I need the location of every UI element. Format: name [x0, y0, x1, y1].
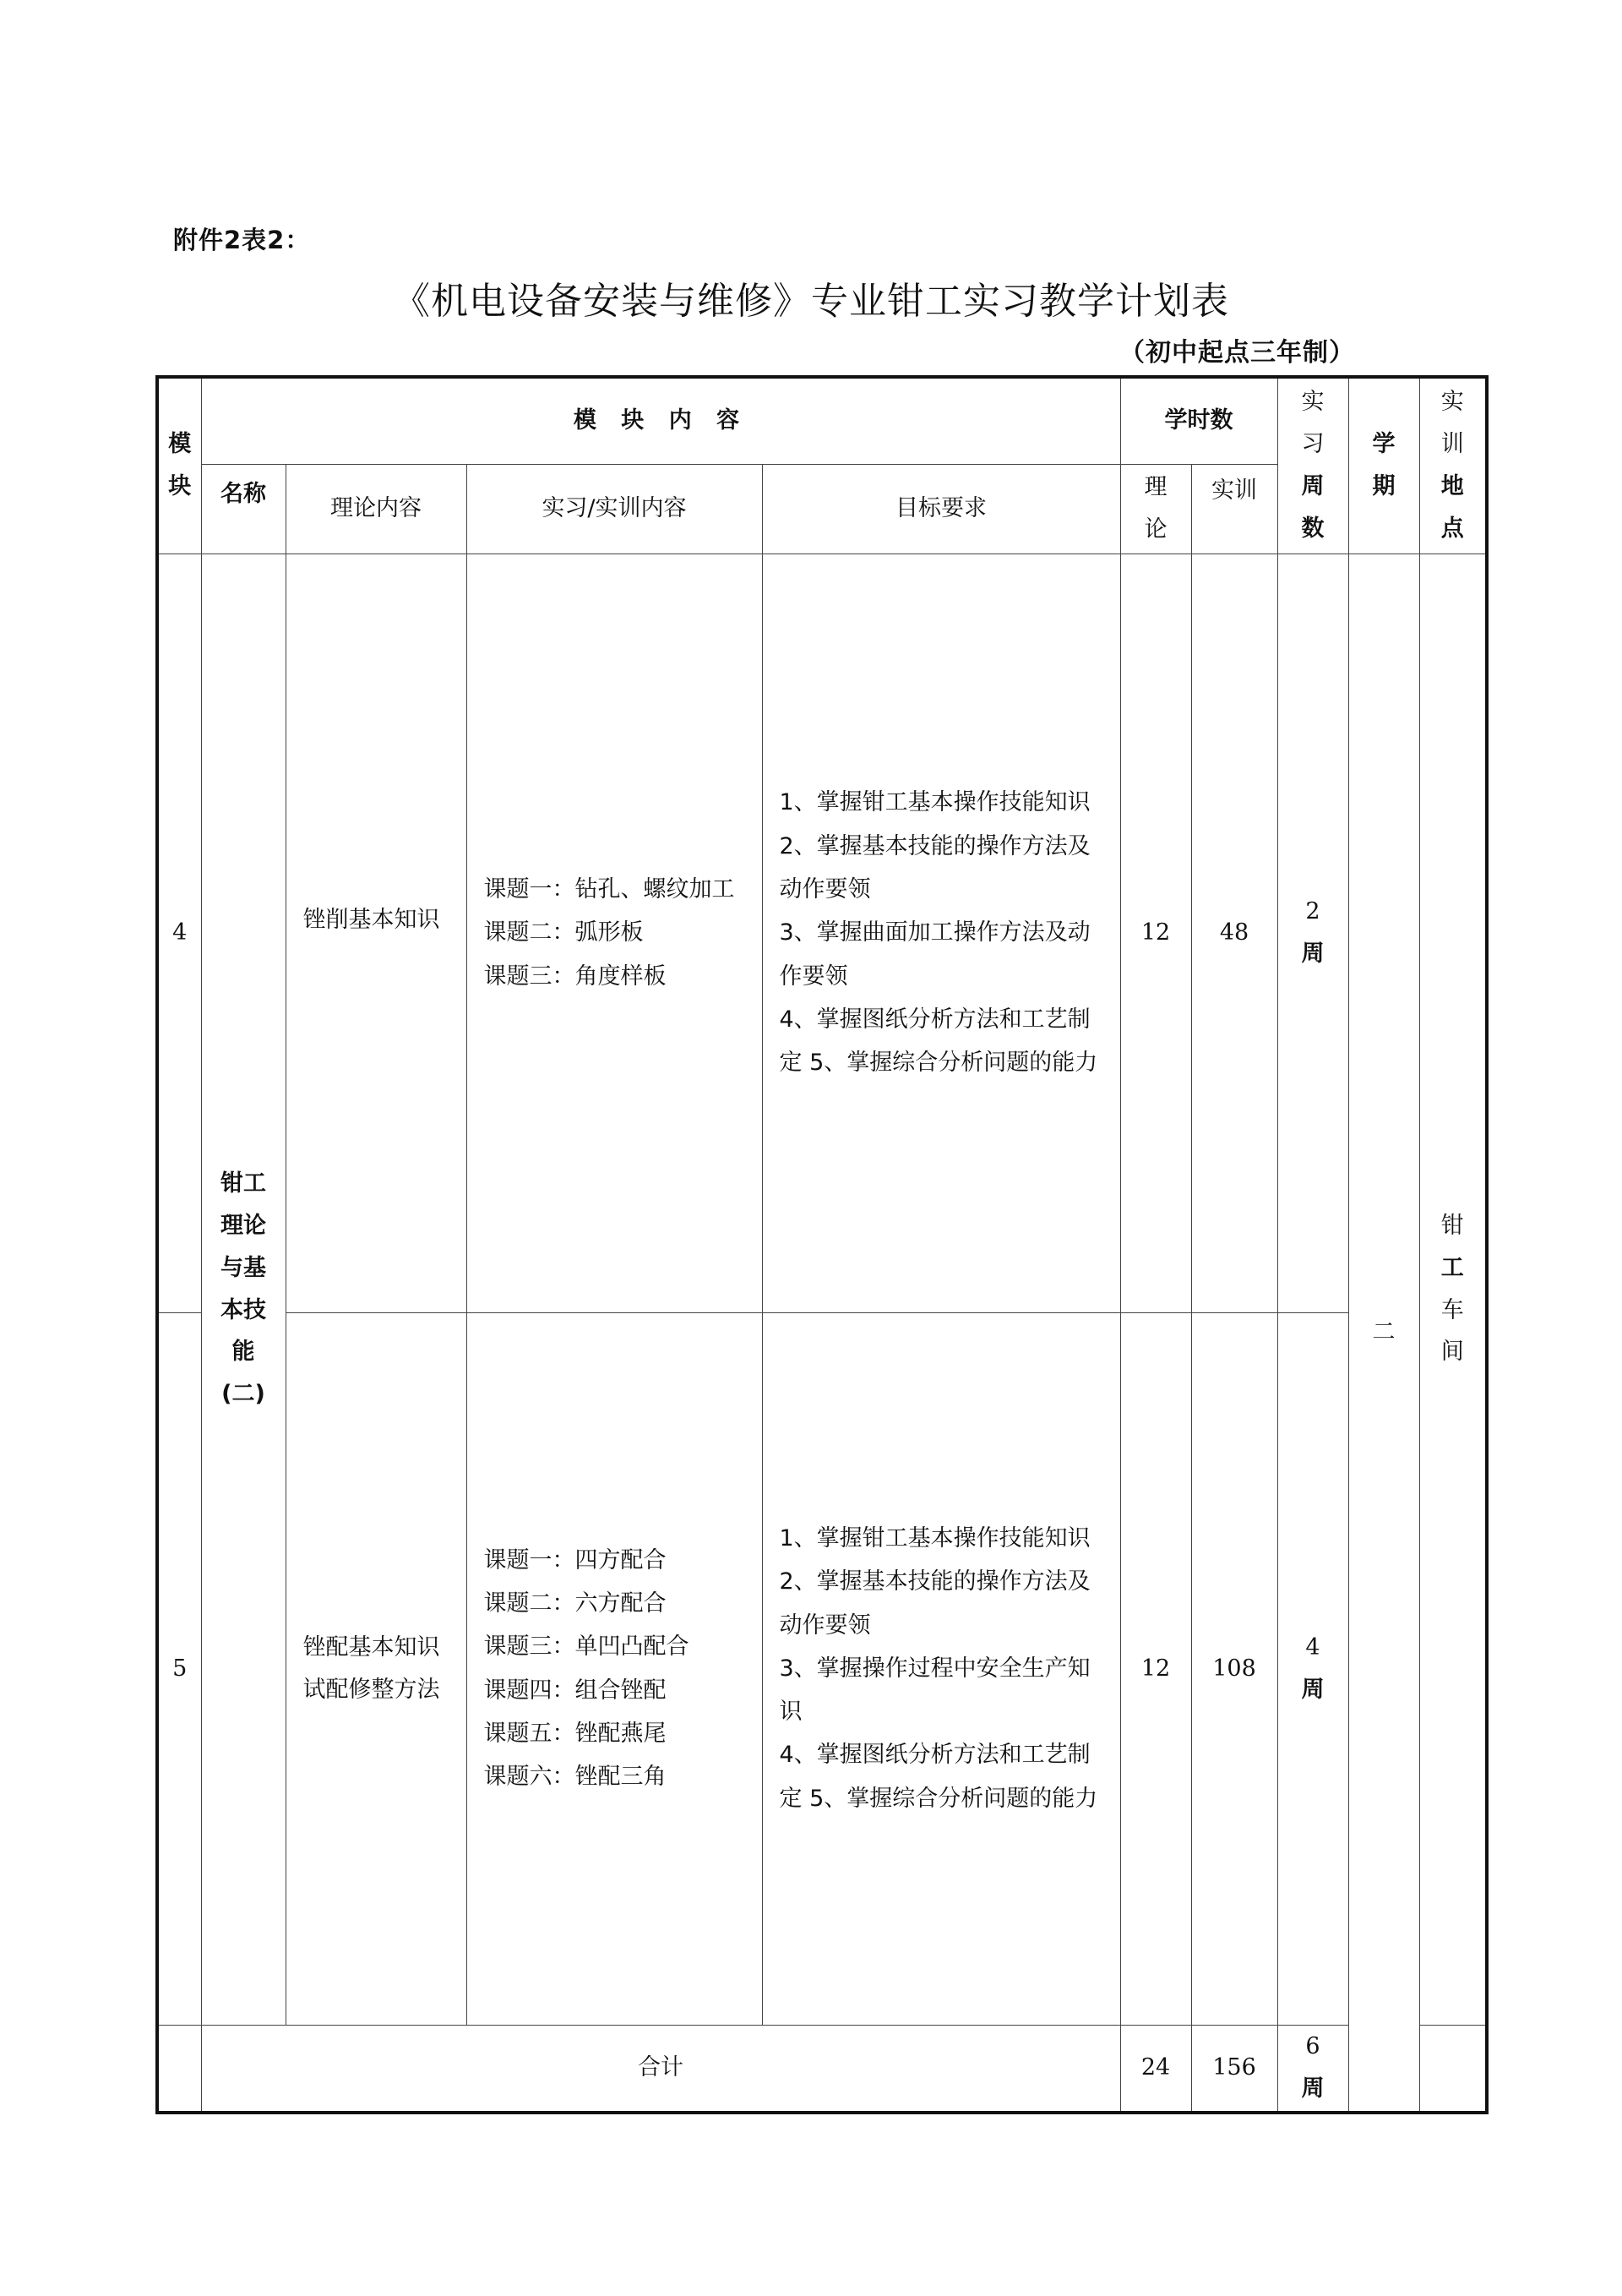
location-value: 钳 工 车 间 [1419, 554, 1487, 2025]
header-semester: 学 期 [1348, 377, 1419, 554]
total-location-empty [1419, 2025, 1487, 2113]
header-theory-content: 理论内容 [286, 464, 466, 554]
total-training-hours: 156 [1191, 2025, 1277, 2113]
table-row [157, 554, 1487, 1312]
header-practice-content: 实习/实训内容 [466, 464, 762, 554]
module-name: 钳工 理论 与基 本技 能 (二) [201, 554, 286, 2025]
practice-weeks: 2 周 [1277, 554, 1348, 1312]
list-item: 2、掌握基本技能的操作方法及动作要领 [779, 832, 1091, 903]
list-item: 课题一：钻孔、螺纹加工 [483, 876, 735, 903]
header-module-content: 模 块 内 容 [201, 377, 1120, 464]
total-theory-hours: 24 [1120, 2025, 1191, 2113]
list-item: 课题六：锉配三角 [483, 1764, 667, 1791]
list-item: 3、掌握曲面加工操作方法及动作要领 [779, 919, 1091, 990]
training-hours: 108 [1191, 1312, 1277, 2025]
list-item: 1、掌握钳工基本操作技能知识 [779, 1524, 1091, 1552]
header-module: 模 块 [157, 377, 201, 554]
header-practice-weeks: 实 习 周 数 [1277, 377, 1348, 554]
practice-topics [466, 1312, 762, 2025]
practice-weeks: 4 周 [1277, 1312, 1348, 2025]
list-item: 课题三：角度样板 [483, 963, 667, 990]
header-row-1 [157, 377, 1487, 464]
teaching-plan-table [155, 375, 1489, 2114]
header-name: 名称 [201, 464, 286, 554]
list-item: 课题五：锉配燕尾 [483, 1720, 667, 1747]
theory-content: 锉配基本知识 试配修整方法 [286, 1312, 466, 2025]
total-label: 合计 [201, 2025, 1120, 2113]
training-hours: 48 [1191, 554, 1277, 1312]
table-row [157, 1312, 1487, 2025]
list-item: 课题二：六方配合 [483, 1590, 667, 1617]
total-empty-cell [157, 2025, 201, 2113]
list-item: 课题二：弧形板 [483, 919, 644, 946]
theory-content: 锉削基本知识 [286, 554, 466, 1312]
attachment-label: 附件2表2： [173, 226, 311, 254]
semester-value: 二 [1348, 554, 1419, 2113]
document-subtitle: （初中起点三年制） [1119, 338, 1355, 368]
list-item: 课题四：组合锉配 [483, 1677, 667, 1704]
goal-requirements [762, 554, 1120, 1312]
list-item: 4、掌握图纸分析方法和工艺制定 5、掌握综合分析问题的能力 [779, 1006, 1098, 1077]
list-item: 1、掌握钳工基本操作技能知识 [779, 789, 1091, 816]
total-weeks: 6 周 [1277, 2025, 1348, 2113]
header-location: 实 训 地 点 [1419, 377, 1487, 554]
header-theory: 理 论 [1120, 464, 1191, 554]
header-training: 实训 [1191, 464, 1277, 554]
theory-hours: 12 [1120, 1312, 1191, 2025]
module-number: 4 [157, 554, 201, 1312]
total-row [157, 2025, 1487, 2113]
goal-requirements [762, 1312, 1120, 2025]
document-title: 《机电设备安装与维修》专业钳工实习教学计划表 [393, 280, 1229, 323]
list-item: 课题一：四方配合 [483, 1546, 667, 1573]
list-item: 2、掌握基本技能的操作方法及动作要领 [779, 1568, 1091, 1639]
list-item: 3、掌握操作过程中安全生产知识 [779, 1655, 1091, 1726]
header-goals: 目标要求 [762, 464, 1120, 554]
list-item: 4、掌握图纸分析方法和工艺制定 5、掌握综合分析问题的能力 [779, 1742, 1098, 1812]
theory-hours: 12 [1120, 554, 1191, 1312]
list-item: 课题三：单凹凸配合 [483, 1633, 689, 1661]
practice-topics [466, 554, 762, 1312]
module-number: 5 [157, 1312, 201, 2025]
header-hours: 学时数 [1120, 377, 1277, 464]
